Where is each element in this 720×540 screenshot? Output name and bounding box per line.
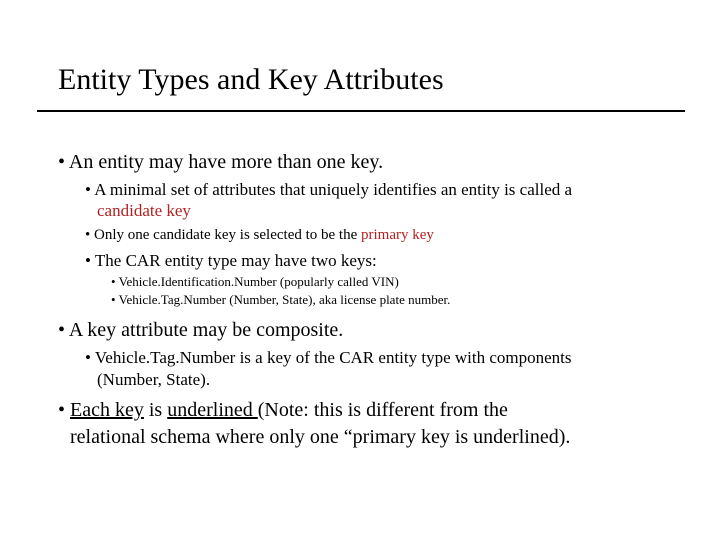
- bullet-continuation: (Number, State).: [97, 370, 211, 389]
- bullet-glyph: •: [85, 251, 91, 270]
- bullet-level3-item: [111, 273, 399, 291]
- bullet-level2-item: [85, 250, 377, 271]
- bullet-level2-item: [85, 225, 434, 245]
- bullet-text: An entity may have more than one key.: [68, 151, 384, 173]
- candidate-key-term: candidate key: [97, 201, 191, 220]
- bullet-glyph: •: [85, 348, 91, 367]
- bullet-level1-item: [58, 149, 383, 175]
- bullet-text: Vehicle.Tag.Number (Number, State), aka license plate number.: [118, 292, 451, 307]
- bullet-glyph: •: [85, 180, 91, 199]
- bullet-text: (Note: this is different from the: [257, 399, 508, 421]
- each-key-underlined: Each key: [70, 399, 144, 421]
- bullet-level1-item: [58, 397, 508, 423]
- bullet-text: is: [143, 399, 168, 421]
- bullet-level2-item: [85, 347, 572, 368]
- title-divider: [37, 110, 685, 112]
- primary-key-term: primary key: [361, 227, 434, 243]
- bullet-text: Only one candidate key is selected to be the: [94, 227, 358, 243]
- bullet-level2-item: [85, 179, 572, 200]
- bullet-glyph: •: [85, 227, 91, 243]
- bullet-glyph: •: [58, 319, 66, 341]
- slide-title: Entity Types and Key Attributes: [58, 63, 444, 96]
- bullet-text: A minimal set of attributes that uniquely identifies an entity is called a: [94, 180, 573, 199]
- bullet-glyph: •: [58, 399, 66, 421]
- bullet-glyph: •: [111, 274, 116, 289]
- bullet-text: A key attribute may be composite.: [68, 319, 344, 341]
- bullet-text: The CAR entity type may have two keys:: [94, 251, 377, 270]
- bullet-level3-item: [111, 291, 450, 309]
- bullet-text: Vehicle.Identification.Number (popularly called VIN): [118, 274, 399, 289]
- bullet-continuation: relational schema where only one “primary key is underlined).: [70, 426, 571, 448]
- bullet-level1-item: [58, 317, 343, 343]
- bullet-glyph: •: [58, 151, 66, 173]
- bullet-glyph: •: [111, 292, 116, 307]
- bullet-text: Vehicle.Tag.Number is a key of the CAR entity type with components: [94, 348, 572, 367]
- underlined-word: underlined: [167, 399, 258, 421]
